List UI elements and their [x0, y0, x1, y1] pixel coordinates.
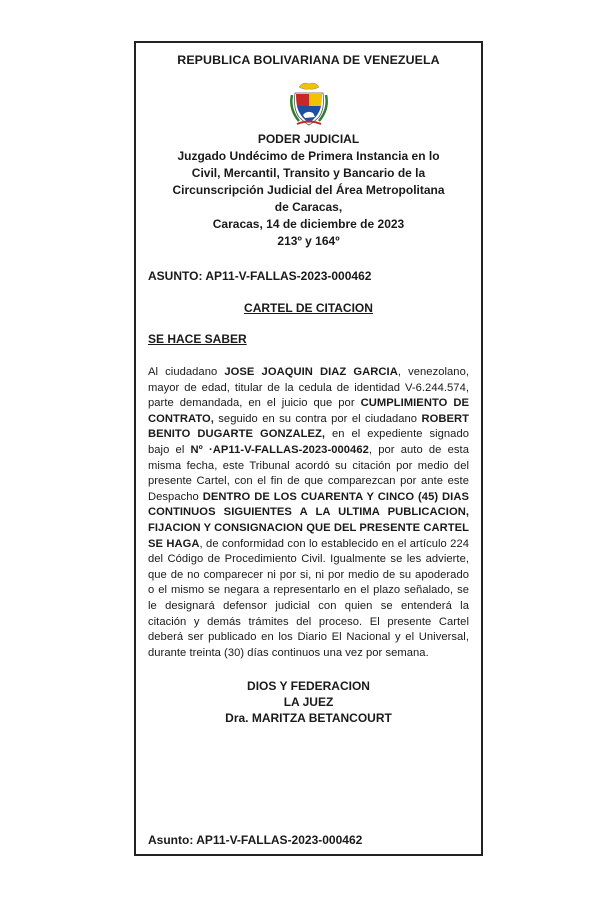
notice-title: CARTEL DE CITACION — [244, 301, 373, 315]
body-text: , venezolano, mayor de edad, titular de la cedula de identidad V-6.244.574, parte demandada, en el juicio que por — [148, 366, 470, 410]
judge-name: Dra. MARITZA BETANCOURT — [225, 711, 392, 726]
body-text: en el expediente signado bajo el — [148, 428, 469, 456]
file-number: Nº ·AP11-V-FALLAS-2023-000462 — [190, 443, 369, 456]
coat-of-arms-icon — [289, 79, 329, 127]
notice-frame — [134, 41, 483, 856]
court-line: Juzgado Undécimo de Primera Instancia en lo — [177, 149, 440, 163]
motto: DIOS Y FEDERACION — [247, 679, 370, 694]
country-heading: REPUBLICA BOLIVARIANA DE VENEZUELA — [177, 53, 440, 67]
court-line: Civil, Mercantil, Transito y Bancario de la — [191, 166, 426, 180]
branch-title: PODER JUDICIAL — [257, 132, 360, 146]
body-text: , de conformidad con lo establecido en el artículo 224 del Código de Procedimiento Civil. Igualmente se les advierte, que de no comparecer ni por si, ni por medio de su apoderado o el mismo se negara a representarlo en el plazo señalado, se le designará defensor judicial con quien se entenderá la citación y demás trámites del proceso. El presente Cartel deberá ser publicado en los Diario El Nacional y el Universal, durante treinta (30) días continuos una vez por semana. — [148, 537, 469, 659]
deadline-text: DENTRO DE LOS CUARENTA Y CINCO (45) DIAS CONTINUOS SIGUIENTES A LA ULTIMA PUBLICACION, FIJACION Y CONSIGNACION QUE DEL PRESENTE CARTEL SE HAGA — [148, 490, 469, 550]
judge-role: LA JUEZ — [283, 695, 334, 710]
claim-type: CUMPLIMIENTO DE CONTRATO, — [148, 397, 469, 425]
signature-block — [148, 678, 469, 726]
body-text: , por auto de esta misma fecha, este Tribunal acordó su citación por medio del presente Cartel, con el fin de que comparezcan por ante este Despacho — [148, 443, 469, 503]
footer-case-number: Asunto: AP11-V-FALLAS-2023-000462 — [148, 833, 363, 847]
court-line: de Caracas, — [274, 200, 343, 214]
court-line: Circunscripción Judicial del Área Metropolitana — [172, 183, 445, 197]
plaintiff-name: ROBERT BENITO DUGARTE GONZALEZ, — [148, 412, 469, 441]
defendant-name: JOSE JOAQUIN DIAZ GARCIA — [224, 366, 398, 378]
case-number: ASUNTO: AP11-V-FALLAS-2023-000462 — [148, 269, 372, 283]
issue-date: Caracas, 14 de diciembre de 2023 — [212, 217, 405, 231]
years: 213º y 164º — [277, 234, 340, 248]
hace-saber-heading: SE HACE SABER — [148, 332, 247, 346]
body-text: seguido en su contra por el ciudadano — [213, 412, 422, 425]
notice-body — [148, 365, 469, 661]
body-text: Al ciudadano — [148, 366, 225, 378]
court-header — [148, 131, 469, 250]
